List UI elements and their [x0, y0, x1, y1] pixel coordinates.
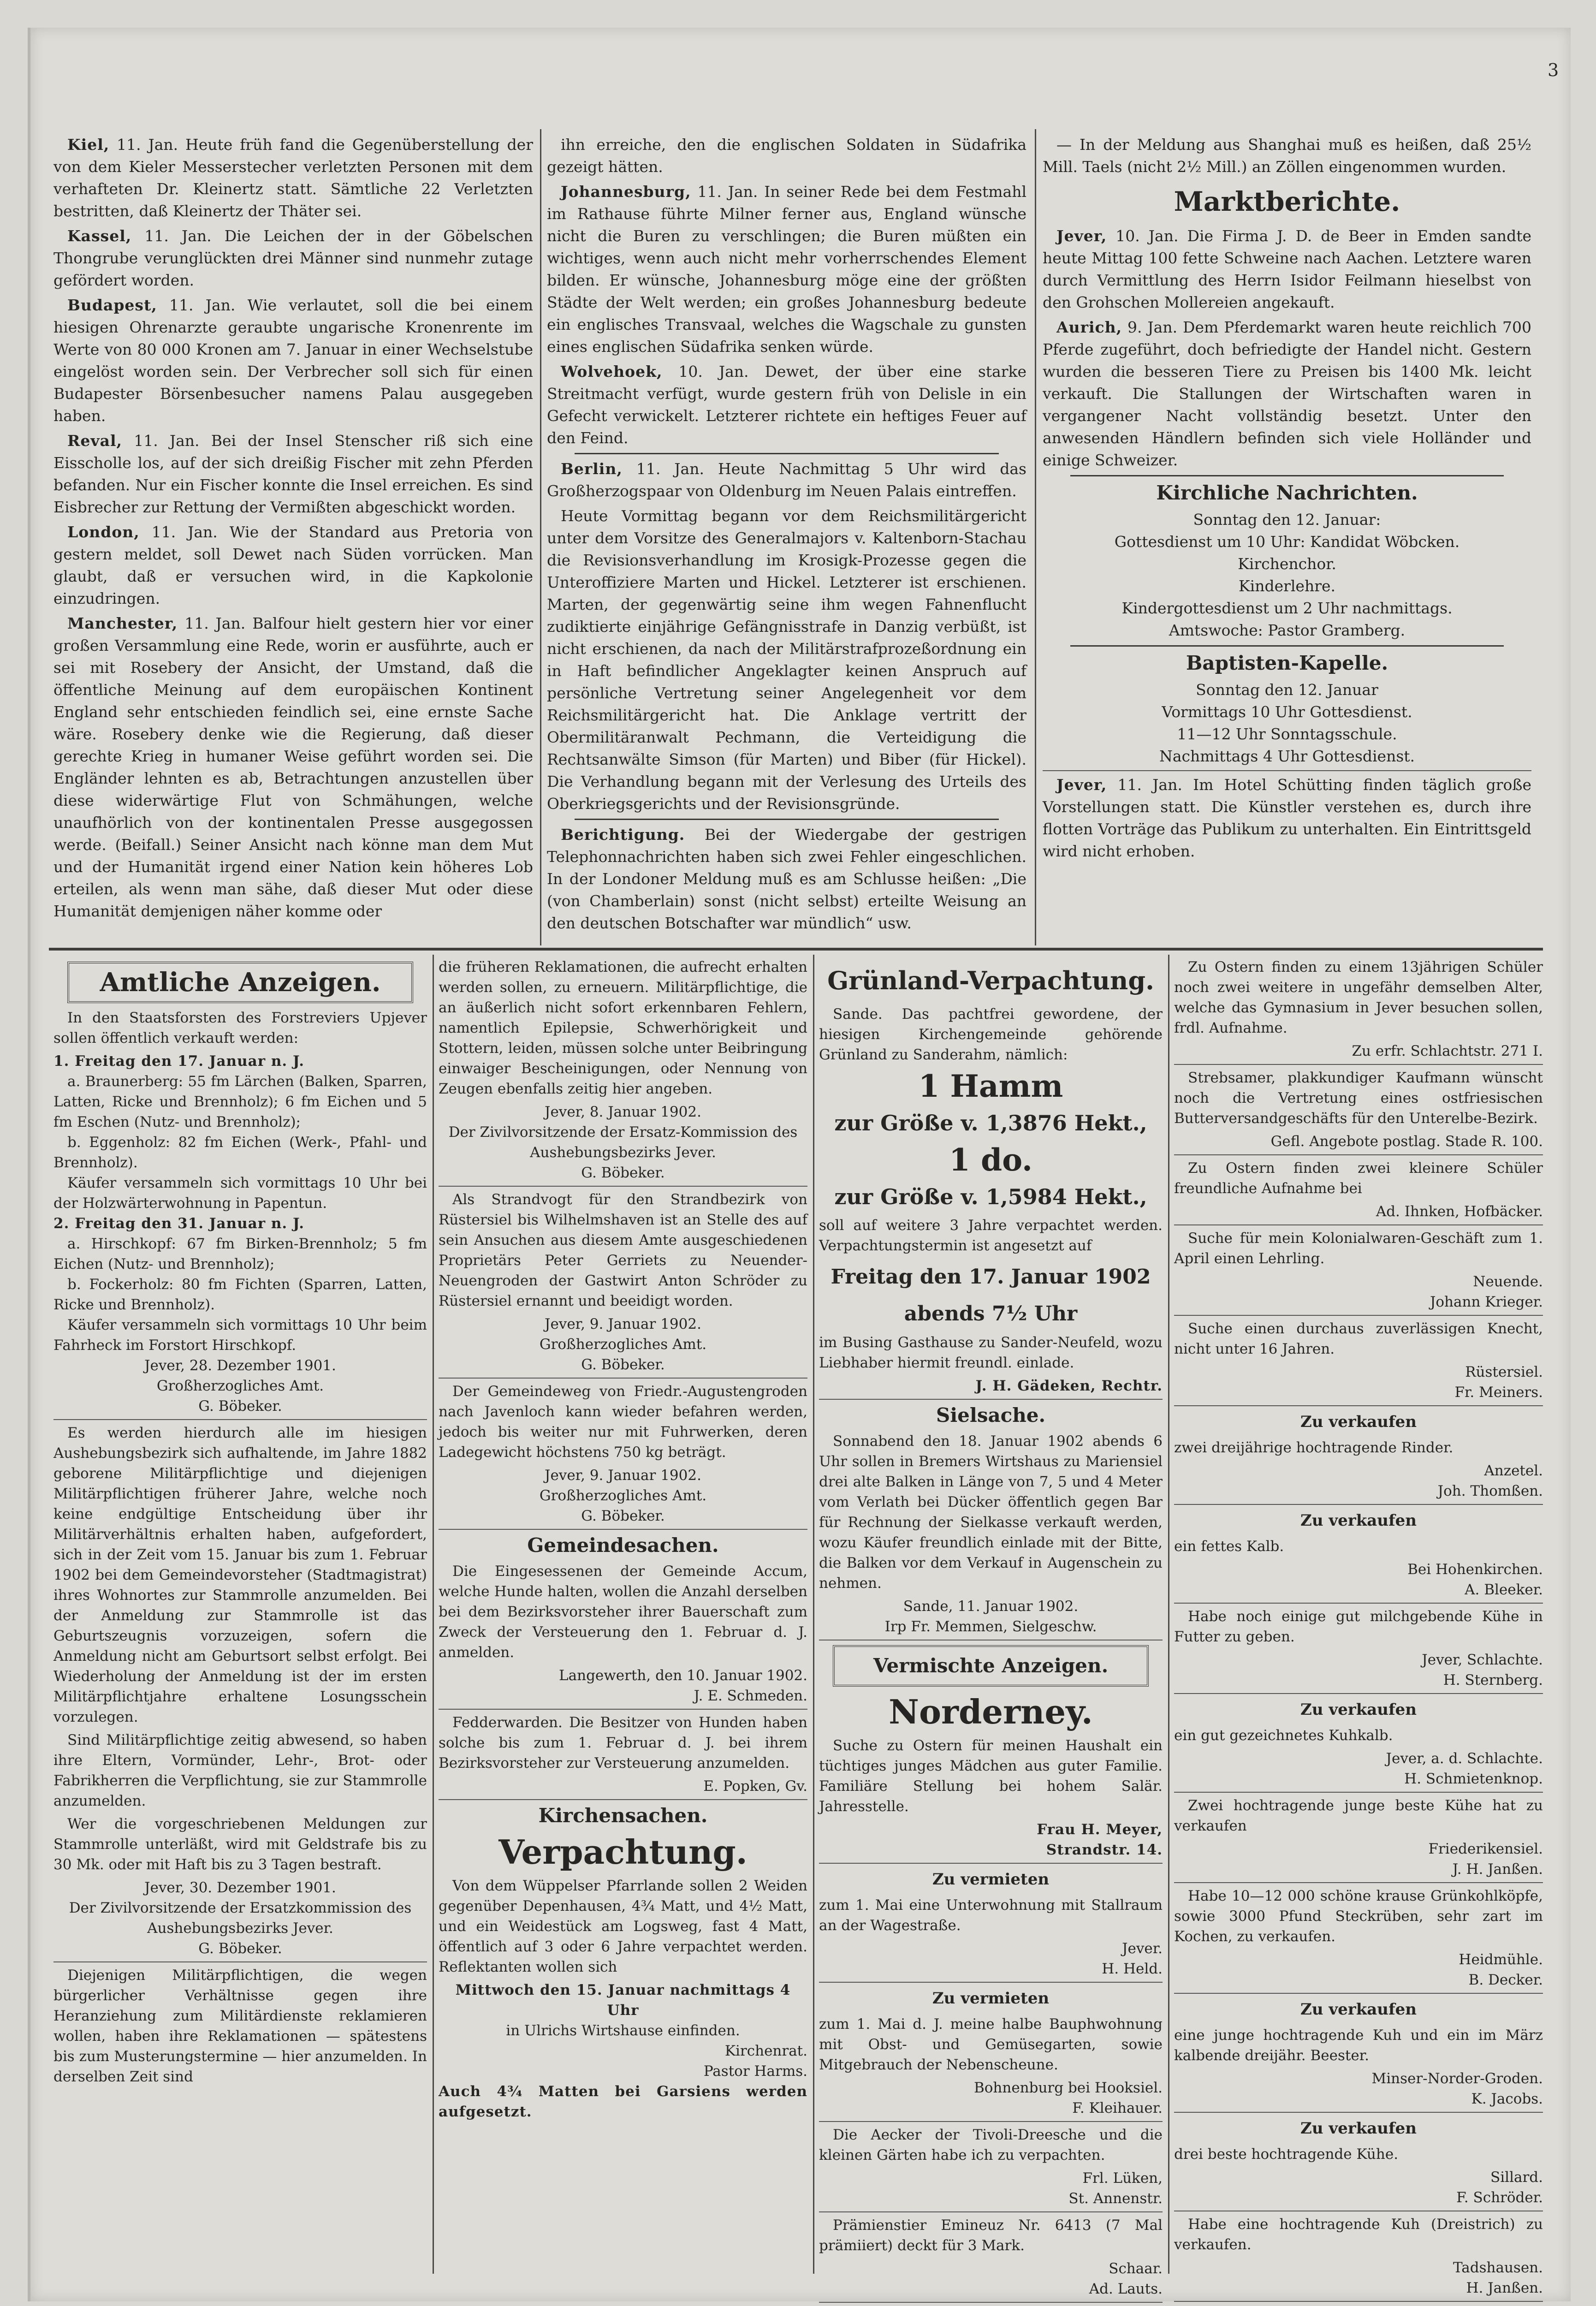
article-dateline: Manchester,	[67, 614, 178, 632]
divider	[439, 1799, 807, 1800]
ad-text: Sind Militärpflichtige zeitig abwesend, so haben ihre Eltern, Vormünder, Lehr-, Brot- oder Fabrikherren die Verpflichtung, sie zur Stammrolle anzumelden.	[53, 1732, 427, 1809]
ad-heading: Zu verkaufen	[1300, 2000, 1417, 2019]
ad-signature: Jever.	[1122, 1940, 1163, 1957]
ad-line: b. Fockerholz: 80 fm Fichten (Sparren, Latten, Ricke und Brennholz).	[53, 1276, 427, 1313]
article-text: 11. Jan. Heute Nachmittag 5 Uhr wird das Großherzogspaar von Oldenburg im Neuen Palais eintreffen.	[547, 460, 1026, 500]
church-line: 11—12 Uhr Sonntagsschule.	[1177, 725, 1397, 743]
divider	[439, 1709, 807, 1710]
ad-text: soll auf weitere 3 Jahre verpachtet werden. Verpachtungstermin ist angesetzt auf	[819, 1217, 1163, 1254]
ad-signature: H. Schmietenknop.	[1404, 1771, 1543, 1787]
article-dateline: Jever,	[1056, 227, 1107, 245]
ad-text: im Busing Gasthause zu Sander-Neufeld, wozu Liebhaber hiermit freundl. einlade.	[819, 1334, 1163, 1371]
section-heading: Grünland-Verpachtung.	[827, 966, 1154, 995]
article-text: Heute Vormittag begann vor dem Reichsmilitärgericht unter dem Vorsitze des Generalmajors v. Kaltenborn-Stachau die Revisionsverhandlung im Krosigk-Prozesse gegen die Unteroffiziere Marten und Hickel. Letzterer ist erschienen. Marten, der gegenwärtig seine ihm wegen Fahnenflucht zudiktierte einjährige Gefängnisstrafe in Danzig verbüßt, ist nicht erschienen, da nach der Militärstrafprozeßordnung ein in Haft befindlicher Angeklagter keinen Anspruch auf persönliche Vertretung seiner Angelegenheit vor dem Reichsmilitärgericht hat. Die Anklage vertritt der Obermilitäranwalt Pechmann, die Verteidigung die Rechtsanwälte Simson (für Marten) und Biber (für Hickel). Die Verhandlung begann mit der Verlesung des Urteils des Oberkriegsgerichts und der Revisionsgründe.	[547, 507, 1026, 813]
section-heading: Norderney.	[889, 1692, 1093, 1731]
ad-signature: Jever, Schlachte.	[1422, 1652, 1543, 1668]
ad-highlight: 1 Hamm	[918, 1068, 1063, 1104]
ad-text: ein gut gezeichnetes Kuhkalb.	[1174, 1727, 1393, 1744]
ad-signature: Sillard.	[1490, 2169, 1543, 2186]
ad-text: Prämienstier Emineuz Nr. 6413 (7 Mal prämiiert) deckt für 3 Mark.	[819, 2217, 1163, 2254]
church-line: Kindergottesdienst um 2 Uhr nachmittags.	[1121, 599, 1453, 617]
divider	[819, 2302, 1163, 2303]
ad-text: Auch 4¾ Matten bei Garsiens werden aufgesetzt.	[439, 2083, 807, 2120]
ad-text: Sonnabend den 18. Januar 1902 abends 6 Uhr sollen in Bremers Wirtshaus zu Mariensiel drei alte Balken in Länge von 7, 5 und 4 Meter vom Verlath bei Dücker öffentlich gegen Bar für Rechnung der Sielkasse verkauft werden, wozu Käufer freundlich einlade mit der Bitte, die Balken vor dem Verkauf in Augenschein zu nehmen.	[819, 1433, 1163, 1592]
ads-column-4	[1174, 957, 1543, 2306]
ad-heading: Zu verkaufen	[1300, 1700, 1417, 1719]
article-text: 11. Jan. Bei der Insel Stenscher riß sich eine Eisscholle los, auf der sich dreißig Fischer mit zehn Pferden befanden. Nur ein Fischer konnte die Insel erreichen. Es sind Eisbrecher zur Rettung der Vermißten abgeschickt worden.	[53, 432, 533, 516]
article-dateline: Jever,	[1056, 776, 1107, 794]
ad-text: Suche zu Ostern für meinen Haushalt ein tüchtiges junges Mädchen aus guter Familie. Familiäre Stellung bei hohem Salär. Jahresstelle.	[819, 1737, 1163, 1815]
ad-signature: Zu erfr. Schlachtstr. 271 I.	[1352, 1043, 1543, 1059]
section-heading: Verpachtung.	[498, 1832, 748, 1872]
church-line: Gottesdienst um 10 Uhr: Kandidat Wöbcken.	[1114, 533, 1460, 551]
ad-signature: Bohnenburg bei Hooksiel.	[973, 2080, 1163, 2096]
section-heading: Baptisten-Kapelle.	[1186, 652, 1388, 674]
article-text: 11. Jan. In seiner Rede bei dem Festmahl im Rathause führte Milner ferner aus, England wünsche nicht die Buren zu verschlingen; die Buren müßten ein wichtiges, wenn auch nicht mehr vorherrschendes Element bilden. Er wünsche, Johannesburg möge eine der größten Städte der Welt werden; ein großes Johannesburg bedeute ein englisches Transvaal, welches die Wagschale zu gunsten eines englischen Südafrika senken würde.	[547, 183, 1026, 356]
divider	[575, 453, 999, 454]
ad-signature: Jever, a. d. Schlachte.	[1386, 1750, 1543, 1767]
news-item	[53, 225, 533, 291]
ad-signature: Friederikensiel.	[1428, 1841, 1543, 1857]
ad-text: ein fettes Kalb.	[1174, 1538, 1284, 1555]
ad-signature: Anzetel.	[1484, 1462, 1543, 1479]
ad-heading: Zu verkaufen	[1300, 1511, 1417, 1530]
ad-signature: Jever, 8. Januar 1902.	[545, 1104, 701, 1120]
ad-line: Jever, 28. Dezember 1901.	[144, 1357, 336, 1374]
ad-highlight: zur Größe v. 1,3876 Hekt.,	[834, 1111, 1147, 1135]
divider	[1174, 2301, 1543, 2302]
article-text: 10. Jan. Dewet, der über eine starke Streitmacht verfügt, wurde gestern früh von Delisle in ein Gefecht verwickelt. Letzterer richtete ein heftiges Feuer auf den Feind.	[547, 363, 1026, 447]
article-text: Bei der Wiedergabe der gestrigen Telephonnachrichten haben sich zwei Fehler eingeschlichen. In der Londoner Meldung muß es am Schlusse heißen: „Die (von Chamberlain) sonst (nicht selbst) erteilte Weisung an den deutschen Botschafter war mündlich“ usw.	[547, 826, 1026, 932]
section-heading: Kirchensachen.	[538, 1804, 708, 1827]
ad-signature: Frau H. Meyer,	[1037, 1821, 1163, 1838]
ad-date: abends 7½ Uhr	[904, 1302, 1078, 1325]
ad-text: Zu Ostern finden zwei kleinere Schüler freundliche Aufnahme bei	[1174, 1160, 1543, 1197]
divider	[439, 1186, 807, 1187]
ad-text: Die Eingesessenen der Gemeinde Accum, welche Hunde halten, wollen die Anzahl derselben bei dem Bezirksvorsteher ihrer Bauerschaft zum Zweck der Versteuerung den 1. Februar d. J. anmelden.	[439, 1563, 807, 1661]
divider	[1043, 770, 1531, 771]
ad-signature: Bei Hohenkirchen.	[1407, 1561, 1543, 1578]
ad-signature: Pastor Harms.	[703, 2063, 807, 2080]
ad-text: Die Aecker der Tivoli-Dreesche und die kleinen Gärten habe ich zu verpachten.	[819, 2127, 1163, 2163]
divider	[1070, 475, 1504, 476]
ad-text: In den Staatsforsten des Forstreviers Upjever sollen öffentlich verkauft werden:	[53, 1010, 427, 1046]
article-text: 11. Jan. Heute früh fand die Gegenüberstellung der von dem Kieler Messerstecher verletzten Personen mit dem verhafteten Dr. Kleinertz statt. Sämtliche 22 Verletzten bestritten, daß Kleinertz der Thäter sei.	[53, 136, 533, 220]
ad-text: Der Gemeindeweg von Friedr.-Augustengroden nach Javenloch kann wieder befahren werden, jedoch bis weiter nur mit Fuhrwerken, deren Ladegewicht höchstens 750 kg beträgt.	[439, 1383, 807, 1461]
ad-signature: H. Held.	[1102, 1961, 1163, 1977]
ad-signature: Tadshausen.	[1453, 2259, 1543, 2276]
article-text: 11. Jan. Wie der Standard aus Pretoria von gestern meldet, soll Dewet nach Süden vorrücken. Man glaubt, daß er versuchen wird, in die Kapkolonie einzudringen.	[53, 523, 533, 607]
ad-signature: A. Bleeker.	[1465, 1581, 1543, 1598]
church-line: Kinderlehre.	[1238, 577, 1336, 595]
page-number: 3	[1548, 60, 1559, 80]
ad-text: die früheren Reklamationen, die aufrecht erhalten werden sollen, zu erneuern. Militärpflichtige, die an äußerlich nicht sofort erkennbaren Fehlern, namentlich Epilepsie, Schwerhörigkeit und Stottern, leiden, müssen solche unter Beibringung einwaiger Bescheinigungen, oder Nennung von Zeugen ebenfalls zeitig hier angeben.	[439, 959, 807, 1097]
ad-signature: Gefl. Angebote postlag. Stade R. 100.	[1270, 1133, 1543, 1150]
ad-signature: Ad. Ihnken, Hofbäcker.	[1376, 1203, 1543, 1220]
ad-line: b. Eggenholz: 82 fm Eichen (Werk-, Pfahl- und Brennholz).	[53, 1134, 427, 1171]
ad-signature: Jever, 9. Januar 1902.	[545, 1467, 701, 1484]
section-heading: Zu vermieten	[932, 1989, 1050, 2008]
column-divider	[540, 129, 541, 945]
ad-text: Es werden hierdurch alle im hiesigen Aushebungsbezirk sich aufhaltende, im Jahre 1882 geborene Militärpflichtige und diejenigen Militärpflichtigen früherer Jahre, welche noch keine endgültige Entscheidung über ihr Militärverhältnis erhalten haben, aufgefordert, sich in der Zeit vom 15. Januar bis zum 1. Februar 1902 bei dem Gemeindevorsteher (Stadtmagistrat) ihres Wohnortes zur Stammrolle anzumelden. Bei der Anmeldung zur Stammrolle ist das Geburtszeugnis vorzuzeigen, sofern die Anmeldung nicht am Geburtsort selbst erfolgt. Bei Wiederholung der Anmeldung ist der im ersten Militärpflichtjahre erhaltene Losungsschein vorzulegen.	[53, 1425, 427, 1725]
ad-signature: Jever, 30. Dezember 1901.	[144, 1879, 336, 1896]
church-line: Vormittags 10 Uhr Gottesdienst.	[1162, 703, 1412, 721]
section-heading: Vermischte Anzeigen.	[833, 1645, 1149, 1687]
news-item	[53, 521, 533, 610]
article-text: 11. Jan. Balfour hielt gestern hier vor einer großen Versammlung eine Rede, worin er ausführte, auch er sei mit Rosebery der Ansicht, der Umstand, daß die öffentliche Meinung auf dem europäischen Kontinent England sehr entschieden feindlich sei, eine ernste Sache wäre. Rosebery denke wie die Regierung, daß dieser gerechte Krieg in humaner Weise geführt worden sei. Die Engländer lehnten es ab, Betrachtungen anzustellen über diese widerwärtige Flut von Schmähungen, welche unaufhörlich von der kontinentalen Presse ausgegossen werde. (Beifall.) Seiner Ansicht nach könne man dem Mut und der Humanität irgend einer Nation kein höheres Lob erteilen, als wenn man sähe, daß dieser Mut oder diese Humanität demjenigen näher komme oder	[53, 614, 533, 920]
ad-text: Suche für mein Kolonialwaren-Geschäft zum 1. April einen Lehrling.	[1174, 1230, 1543, 1267]
ad-signature: F. Schröder.	[1456, 2189, 1543, 2206]
divider	[1174, 1693, 1543, 1694]
church-line: Amtswoche: Pastor Gramberg.	[1169, 621, 1406, 639]
ad-text: Von dem Wüppelser Pfarrlande sollen 2 Weiden gegenüber Depenhausen, 4¾ Matt, und 4½ Matt, und ein Weidestück am Logsweg, fast 4 Matt, öffentlich auf 3 oder 6 Jahre verpachtet werden. Reflektanten wollen sich	[439, 1878, 807, 1975]
divider	[1174, 1792, 1543, 1793]
divider	[819, 1863, 1163, 1864]
news-column-3	[1043, 134, 1531, 865]
ad-text: Sande. Das pachtfrei gewordene, der hiesigen Kirchengemeinde gehörende Grünland zu Sanderahm, nämlich:	[819, 1006, 1163, 1063]
news-item	[53, 134, 533, 222]
article-dateline: Reval,	[67, 432, 123, 450]
news-column-2	[547, 134, 1026, 937]
column-divider	[1168, 955, 1169, 2274]
divider	[819, 1399, 1163, 1400]
article-text: ihn erreiche, den die englischen Soldaten in Südafrika gezeigt hätten.	[547, 136, 1026, 176]
ad-text: Habe noch einige gut milchgebende Kühe in Futter zu geben.	[1174, 1608, 1543, 1645]
ad-signature: St. Annenstr.	[1068, 2190, 1163, 2207]
article-dateline: Berlin,	[561, 460, 623, 478]
ad-signature: Frl. Lüken,	[1082, 2170, 1163, 2187]
ad-signature: F. Kleihauer.	[1072, 2100, 1163, 2116]
ad-signature: G. Böbeker.	[198, 1940, 282, 1957]
ad-signature: Heidmühle.	[1459, 1951, 1543, 1968]
divider	[53, 1961, 427, 1962]
ad-line: 2. Freitag den 31. Januar n. J.	[53, 1215, 304, 1232]
news-item	[53, 612, 533, 922]
column-divider	[433, 955, 434, 2274]
ad-text: zum 1. Mai eine Unterwohnung mit Stallraum an der Wagestraße.	[819, 1897, 1163, 1934]
ad-heading: Zu verkaufen	[1300, 2119, 1417, 2138]
church-line: Kirchenchor.	[1238, 555, 1336, 573]
article-text: 11. Jan. Im Hotel Schütting finden täglich große Vorstellungen statt. Die Künstler verstehen es, durch ihre flotten Vorträge das Publikum zu unterhalten. Ein Eintrittsgeld wird nicht erhoben.	[1043, 776, 1531, 860]
news-item	[547, 824, 1026, 934]
divider	[819, 2121, 1163, 2122]
ads-column-1	[53, 957, 427, 2090]
ad-signature: G. Böbeker.	[581, 1356, 665, 1373]
ad-text: Strebsamer, plakkundiger Kaufmann wünscht noch die Vertretung eines ostfriesischen Butterversandgeschäfts für den Unterelbe-Bezirk.	[1174, 1070, 1543, 1127]
divider	[575, 819, 999, 820]
ad-signature: G. Böbeker.	[581, 1165, 665, 1181]
divider	[439, 1378, 807, 1379]
article-dateline: Aurich,	[1056, 318, 1122, 336]
ad-date: Mittwoch den 15. Januar nachmittags 4 Uhr	[455, 1982, 791, 2019]
ad-signature: K. Jacobs.	[1471, 2091, 1543, 2107]
ad-signature: Strandstr. 14.	[1046, 1842, 1163, 1858]
ad-signature: J. H. Janßen.	[1452, 1861, 1543, 1878]
ad-text: Als Strandvogt für den Strandbezirk von Rüstersiel bis Wilhelmshaven ist an Stelle des auf sein Ansuchen aus diesem Amte ausgeschiedenen Proprietärs Peter Gerriets zu Neuender-Neuengroden der Gastwirt Anton Schröder zu Rüstersiel ernannt und beeidigt worden.	[439, 1191, 807, 1309]
ad-signature: Neuende.	[1473, 1273, 1543, 1290]
ad-signature: Fr. Meiners.	[1454, 1384, 1543, 1401]
article-dateline: Budapest,	[67, 296, 157, 314]
ad-signature: Rüstersiel.	[1465, 1364, 1543, 1380]
section-heading: Marktberichte.	[1174, 186, 1400, 217]
ad-text: Wer die vorgeschriebenen Meldungen zur Stammrolle unterläßt, wird mit Geldstrafe bis zu 30 Mk. oder mit Haft bis zu 3 Tagen bestraft.	[53, 1816, 427, 1873]
section-heading: Sielsache.	[936, 1404, 1046, 1426]
news-column-1	[53, 134, 533, 925]
ad-text: zwei dreijährige hochtragende Rinder.	[1174, 1439, 1454, 1456]
article-dateline: Johannesburg,	[561, 183, 691, 201]
article-dateline: Wolvehoek,	[561, 363, 663, 380]
article-text: 11. Jan. Wie verlautet, soll die bei einem hiesigen Ohrenarzte geraubte ungarische Kronenrente im Werte von 80 000 Kronen am 7. Januar in einer Wechselstube eingelöst worden sein. Der Verbrecher soll sich für einen Budapester Börsenbesucher namens Palau ausgegeben haben.	[53, 296, 533, 425]
article-dateline: Berichtigung.	[561, 826, 685, 844]
ad-signature: Großherzogliches Amt.	[539, 1336, 707, 1353]
article-text: 9. Jan. Dem Pferdemarkt waren heute reichlich 700 Pferde zugeführt, doch befriedigte der Handel nicht. Gestern wurden die besseren Tiere zu Preisen bis 1400 Mk. leicht verkauft. Die Stallungen der Wirtschaften waren in vergangener Nacht vollständig besetzt. Unter den anwesenden Händlern befinden sich viele Holländer und einige Schweizer.	[1043, 318, 1531, 469]
news-item	[547, 134, 1026, 178]
news-item	[547, 458, 1026, 502]
ad-text: Fedderwarden. Die Besitzer von Hunden haben solche bis zum 1. Februar d. J. bei ihrem Bezirksvorsteher zur Versteuerung anzumelden.	[439, 1714, 807, 1771]
ad-signature: Schaar.	[1109, 2260, 1163, 2277]
market-report	[1043, 316, 1531, 471]
divider	[1174, 1064, 1543, 1065]
ad-text: Zwei hochtragende junge beste Kühe hat zu verkaufen	[1174, 1797, 1543, 1834]
ad-signature: Großherzogliches Amt.	[539, 1487, 707, 1504]
news-item	[547, 181, 1026, 358]
news-item	[53, 294, 533, 427]
article-dateline: London,	[67, 523, 140, 541]
ad-line: a. Hirschkopf: 67 fm Birken-Brennholz; 5 fm Eichen (Nutz- und Brennholz);	[53, 1236, 427, 1272]
ad-text: drei beste hochtragende Kühe.	[1174, 2146, 1399, 2163]
divider	[1174, 1154, 1543, 1155]
ad-signature: Langewerth, den 10. Januar 1902.	[559, 1667, 807, 1684]
news-item: — In der Meldung aus Shanghai muß es heißen, daß 25½ Mill. Taels (nicht 2½ Mill.) an Zöllen eingenommen wurden.	[1043, 136, 1531, 176]
ad-signature: J. H. Gädeken, Rechtr.	[975, 1378, 1163, 1394]
divider	[1174, 1504, 1543, 1505]
divider	[1174, 1993, 1543, 1994]
section-heading: Zu vermieten	[932, 1870, 1050, 1889]
ad-line: Großherzogliches Amt.	[156, 1378, 324, 1394]
news-item	[1043, 774, 1531, 862]
ad-signature: Der Zivilvorsitzende der Ersatzkommission des Aushebungsbezirks Jever.	[69, 1900, 412, 1937]
divider	[1174, 1882, 1543, 1883]
ad-signature: B. Decker.	[1468, 1972, 1543, 1988]
ad-signature: E. Popken, Gv.	[703, 1778, 807, 1795]
ad-highlight: zur Größe v. 1,5984 Hekt.,	[834, 1184, 1147, 1209]
ads-column-3	[819, 957, 1163, 2306]
divider	[1070, 645, 1504, 647]
ad-line: Käufer versammeln sich vormittags 10 Uhr bei der Holzwärterwohnung in Papentun.	[53, 1175, 427, 1212]
section-heading: Amtliche Anzeigen.	[67, 962, 413, 1003]
section-heading: Kirchliche Nachrichten.	[1156, 481, 1418, 504]
news-item	[547, 505, 1026, 815]
divider	[439, 1529, 807, 1530]
ad-text: zum 1. Mai d. J. meine halbe Bauphwohnung mit Obst- und Gemüsegarten, sowie Mitgebrauch der Nebenscheune.	[819, 2016, 1163, 2073]
ad-heading: Zu verkaufen	[1300, 1413, 1417, 1431]
ad-signature: Irp Fr. Memmen, Sielgeschw.	[884, 1618, 1097, 1635]
ad-line: Käufer versammeln sich vormittags 10 Uhr beim Fahrheck im Forstort Hirschkopf.	[53, 1317, 427, 1354]
ad-text: Suche einen durchaus zuverlässigen Knecht, nicht unter 16 Jahren.	[1174, 1320, 1543, 1357]
article-dateline: Kiel,	[67, 136, 110, 154]
ad-signature: H. Janßen.	[1466, 2280, 1543, 2296]
church-line: Nachmittags 4 Uhr Gottesdienst.	[1159, 747, 1415, 765]
divider	[1174, 1405, 1543, 1406]
divider	[1174, 1603, 1543, 1604]
church-line: Sonntag den 12. Januar:	[1193, 511, 1381, 529]
ad-line: G. Böbeker.	[198, 1398, 282, 1415]
article-text: 11. Jan. Die Leichen der in der Göbelschen Thongrube verunglückten drei Männer sind nunmehr zutage gefördert worden.	[53, 227, 533, 289]
ad-line: a. Braunerberg: 55 fm Lärchen (Balken, Sparren, Latten, Ricke und Brennholz); 6 fm Eichen und 5 fm Eschen (Nutz- und Brennholz);	[53, 1073, 427, 1130]
ad-signature: Der Zivilvorsitzende der Ersatz-Kommission des Aushebungsbezirks Jever.	[448, 1124, 798, 1161]
ad-text: in Ulrichs Wirtshause einfinden.	[506, 2022, 740, 2039]
ad-signature: Ad. Lauts.	[1089, 2281, 1163, 2297]
ad-text: Habe 10—12 000 schöne krause Grünkohlköpfe, sowie 3000 Pfund Steckrüben, sehr zart im Kochen, zu verkaufen.	[1174, 1888, 1543, 1945]
ad-signature: Jever, 9. Januar 1902.	[545, 1316, 701, 1332]
divider	[53, 1419, 427, 1420]
ad-line: 1. Freitag den 17. Januar n. J.	[53, 1053, 304, 1070]
divider	[819, 1982, 1163, 1983]
divider	[1174, 1224, 1543, 1225]
ad-text: Diejenigen Militärpflichtigen, die wegen bürgerlicher Verhältnisse gegen ihre Heranziehung zum Militärdienste reklamieren wollen, haben ihre Reklamationen — spätestens bis zum Musterungstermine — hier anzumelden. In derselben Zeit sind	[53, 1967, 427, 2085]
news-item	[53, 430, 533, 518]
ad-signature: Sande, 11. Januar 1902.	[903, 1598, 1079, 1615]
church-line: Sonntag den 12. Januar	[1196, 681, 1378, 699]
ads-column-2	[439, 957, 807, 2122]
news-item	[547, 361, 1026, 449]
ad-text: eine junge hochtragende Kuh und ein im März kalbende dreijähr. Beester.	[1174, 2027, 1543, 2064]
ad-signature: Johann Krieger.	[1430, 1294, 1543, 1310]
article-dateline: Kassel,	[67, 227, 132, 245]
ad-highlight: 1 do.	[949, 1142, 1032, 1178]
ad-date: Freitag den 17. Januar 1902	[831, 1265, 1151, 1289]
ad-signature: G. Böbeker.	[581, 1508, 665, 1524]
column-divider	[813, 955, 814, 2274]
section-heading: Gemeindesachen.	[527, 1534, 719, 1557]
ad-signature: H. Sternberg.	[1443, 1672, 1543, 1688]
divider	[1174, 2112, 1543, 2113]
ad-signature: Kirchenrat.	[724, 2043, 807, 2059]
ad-signature: Joh. Thomßen.	[1437, 1483, 1543, 1499]
market-report	[1043, 225, 1531, 314]
section-divider	[49, 948, 1543, 951]
ad-signature: Minser-Norder-Groden.	[1371, 2070, 1543, 2087]
divider	[1174, 1315, 1543, 1316]
newspaper-page	[28, 28, 1571, 2301]
ad-text: Habe eine hochtragende Kuh (Dreistrich) zu verkaufen.	[1174, 2216, 1543, 2253]
column-divider	[1035, 129, 1036, 945]
ad-signature: J. E. Schmeden.	[694, 1688, 807, 1704]
ad-text: Zu Ostern finden zu einem 13jährigen Schüler noch zwei weitere in ungefähr demselben Alter, welche das Gymnasium in Jever besuchen sollen, frdl. Aufnahme.	[1174, 959, 1543, 1036]
divider	[819, 2211, 1163, 2212]
article-text: 10. Jan. Die Firma J. D. de Beer in Emden sandte heute Mittag 100 fette Schweine nach Aachen. Letztere waren durch Vermittlung des Herrn Isidor Feilmann hieselbst von den Grohschen Mollereien angekauft.	[1043, 227, 1531, 311]
